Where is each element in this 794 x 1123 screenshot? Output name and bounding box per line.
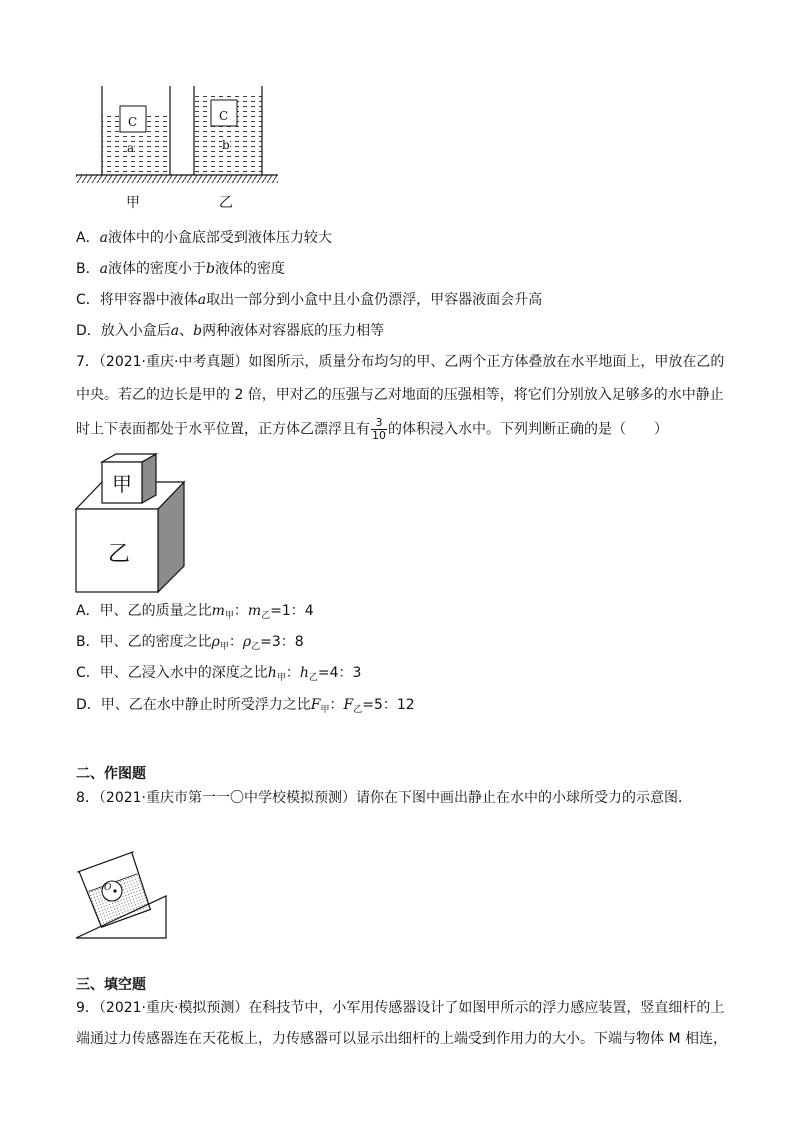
q7-option-d: D．甲、乙在水中静止时所受浮力之比$F_甲$：$F_乙=5$：12 xyxy=(76,697,415,715)
q7-line-2: 中央。若乙的边长是甲的 2 倍，甲对乙的压强与乙对地面的压强相等，将它们分别放入足够多的水中静止 xyxy=(76,387,724,403)
caption-yi: 乙 xyxy=(219,195,233,211)
q7-option-b: B．甲、乙的密度之比$\rho_甲$：$\rho_乙=3$：8 xyxy=(76,634,304,652)
fraction-3-10: $\frac{3}{10}$ xyxy=(372,416,386,442)
cube-yi-label: 乙 xyxy=(108,542,131,567)
figure-containers xyxy=(74,84,280,188)
q7-line-1: 7．（2021·重庆·中考真题）如图所示，质量分布均匀的甲、乙两个正方体叠放在水平地面上，甲放在乙的 xyxy=(76,354,725,370)
q6-option-a: A．a液体中的小盒底部受到液体压力较大 xyxy=(76,230,332,246)
q9-line-2: 端通过力传感器连在天花板上，力传感器可以显示出细杆的上端受到作用力的大小。下端与物体 M 相连， xyxy=(76,1031,727,1047)
caption-jia: 甲 xyxy=(126,195,140,211)
figure-beaker-slope xyxy=(74,850,170,942)
q7-option-a: A．甲、乙的质量之比$m_甲$：$m_乙=1$：4 xyxy=(76,603,314,621)
box-b-label: C xyxy=(219,109,229,123)
q9-line-1: 9．（2021·重庆·模拟预测）在科技节中，小军用传感器设计了如图甲所示的浮力感应装置，竖直细杆的上 xyxy=(76,1000,725,1016)
section-heading-drawing: 二、作图题 xyxy=(76,766,146,782)
ground-hatch xyxy=(76,175,278,183)
liquid-a-label: a xyxy=(127,141,135,155)
section-heading-fill: 三、填空题 xyxy=(76,977,146,993)
q8-text: 8．（2021·重庆市第一一〇中学校模拟预测）请你在下图中画出静止在水中的小球所受力的示意图． xyxy=(76,790,692,806)
q6-option-b: B．a液体的密度小于b液体的密度 xyxy=(76,261,285,277)
liquid-b-label: b xyxy=(222,138,230,152)
cube-jia-label: 甲 xyxy=(112,472,132,496)
q7-line-3: 时上下表面都处于水平位置，正方体乙漂浮且有 $\frac{3}{10}$ 的体积浸入水中。下列判断正确的是（ ） xyxy=(76,416,668,442)
q6-option-c: C．将甲容器中液体a取出一部分到小盒中且小盒仍漂浮，甲容器液面会升高 xyxy=(76,292,543,308)
ball-label: O xyxy=(104,883,112,893)
q6-option-d: D．放入小盒后a、b两种液体对容器底的压力相等 xyxy=(76,323,385,339)
box-a-label: C xyxy=(128,115,138,129)
q7-option-c: C．甲、乙浸入水中的深度之比$h_甲$：$h_乙=4$：3 xyxy=(76,665,362,683)
ball-center-dot xyxy=(113,889,116,892)
